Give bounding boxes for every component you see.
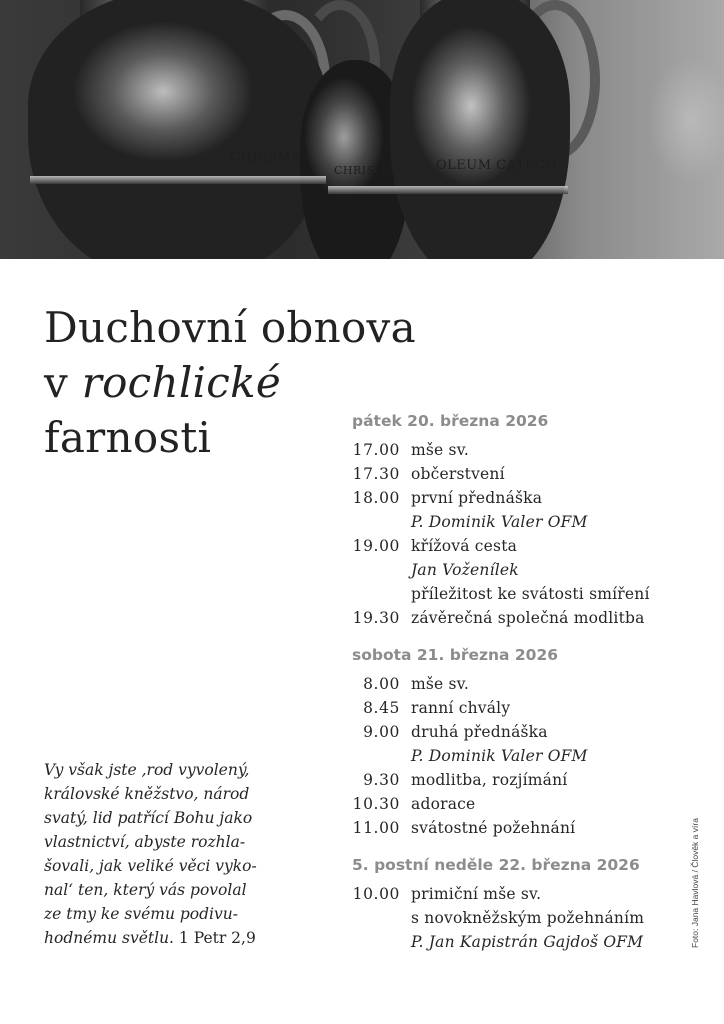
time: 17.00	[352, 441, 400, 459]
time: 11.00	[352, 819, 400, 837]
time	[352, 906, 400, 930]
quote-line: ze tmy ke svému podivu-	[44, 905, 238, 923]
time	[352, 744, 400, 768]
schedule-row	[352, 582, 672, 606]
day-friday	[352, 410, 672, 630]
schedule-row	[352, 438, 672, 462]
schedule-row	[352, 510, 672, 534]
schedule-row	[352, 744, 672, 768]
engraving: OLEUM CATECH	[436, 158, 558, 173]
speaker: Jan Voženílek	[411, 561, 519, 579]
time: 10.30	[352, 795, 400, 813]
quote-line: nal‘ ten, který vás povolal	[44, 881, 247, 899]
schedule	[352, 410, 672, 968]
photo-credit: Foto: Jana Havlová / Člověk a víra	[690, 818, 700, 948]
schedule-row	[352, 606, 672, 630]
activity: svátostné požehnání	[411, 819, 576, 837]
time: 8.00	[363, 675, 400, 693]
schedule-row	[352, 816, 672, 840]
title-line-1: Duchovní obnova	[44, 303, 416, 352]
title-line-2-prefix: v	[44, 358, 82, 407]
time: 8.45	[363, 699, 400, 717]
day-saturday	[352, 644, 672, 840]
pitcher-band	[30, 176, 326, 184]
bible-quote	[44, 758, 304, 950]
time	[352, 558, 400, 582]
schedule-row	[352, 768, 672, 792]
title-line-3: farnosti	[44, 413, 212, 462]
activity: křížová cesta	[411, 537, 518, 555]
engraving: CHRISMA	[230, 150, 302, 165]
schedule-row	[352, 462, 672, 486]
schedule-row	[352, 720, 672, 744]
activity: závěrečná společná modlitba	[411, 609, 645, 627]
time: 9.30	[363, 771, 400, 789]
schedule-row	[352, 696, 672, 720]
quote-reference: 1 Petr 2,9	[178, 929, 256, 947]
activity: modlitba, rozjímání	[411, 771, 568, 789]
activity: primiční mše sv.	[411, 885, 542, 903]
time: 19.00	[352, 537, 400, 555]
title-line-2-italic: rochlické	[81, 358, 282, 407]
title-line-2	[44, 355, 416, 410]
speaker: P. Dominik Valer OFM	[411, 513, 588, 531]
schedule-row	[352, 882, 672, 906]
header-photo	[0, 0, 724, 259]
time: 18.00	[352, 489, 400, 507]
time: 19.30	[352, 609, 400, 627]
schedule-row	[352, 558, 672, 582]
pitcher-band	[400, 186, 568, 194]
time	[352, 930, 400, 954]
time	[352, 510, 400, 534]
quote-line: vlastnictví, abyste rozhla-	[44, 833, 246, 851]
schedule-row	[352, 672, 672, 696]
activity: s novokněžským požehnáním	[411, 909, 645, 927]
quote-line: šovali, jak veliké věci vyko-	[44, 857, 257, 875]
day-heading: 5. postní neděle 22. března 2026	[352, 856, 640, 874]
activity: občerstvení	[411, 465, 505, 483]
time: 9.00	[363, 723, 400, 741]
schedule-row	[352, 930, 672, 954]
schedule-row	[352, 906, 672, 930]
day-heading: sobota 21. března 2026	[352, 646, 559, 664]
activity: mše sv.	[411, 675, 469, 693]
engraving: CHRISMA	[334, 164, 395, 177]
day-heading: pátek 20. března 2026	[352, 412, 549, 430]
time	[352, 582, 400, 606]
quote-last-line: hodnému světlu.	[44, 929, 174, 947]
activity: adorace	[411, 795, 476, 813]
activity: příležitost ke svátosti smíření	[411, 585, 650, 603]
schedule-row	[352, 486, 672, 510]
quote-line: Vy však jste ,rod vyvolený,	[44, 761, 250, 779]
activity: ranní chvály	[411, 699, 511, 717]
quote-line: svatý, lid patřící Bohu jako	[44, 809, 253, 827]
schedule-row	[352, 792, 672, 816]
speaker: P. Dominik Valer OFM	[411, 747, 588, 765]
activity: druhá přednáška	[411, 723, 548, 741]
speaker: P. Jan Kapistrán Gajdoš OFM	[411, 933, 644, 951]
activity: mše sv.	[411, 441, 469, 459]
time: 10.00	[352, 885, 400, 903]
pitcher-band	[328, 186, 400, 194]
quote-line: královské kněžstvo, národ	[44, 785, 250, 803]
quote-line	[44, 926, 304, 950]
pitcher-oleum	[390, 0, 570, 259]
schedule-row	[352, 534, 672, 558]
time: 17.30	[352, 465, 400, 483]
pitcher-chrisma	[28, 0, 328, 259]
activity: první přednáška	[411, 489, 543, 507]
day-sunday	[352, 854, 672, 954]
